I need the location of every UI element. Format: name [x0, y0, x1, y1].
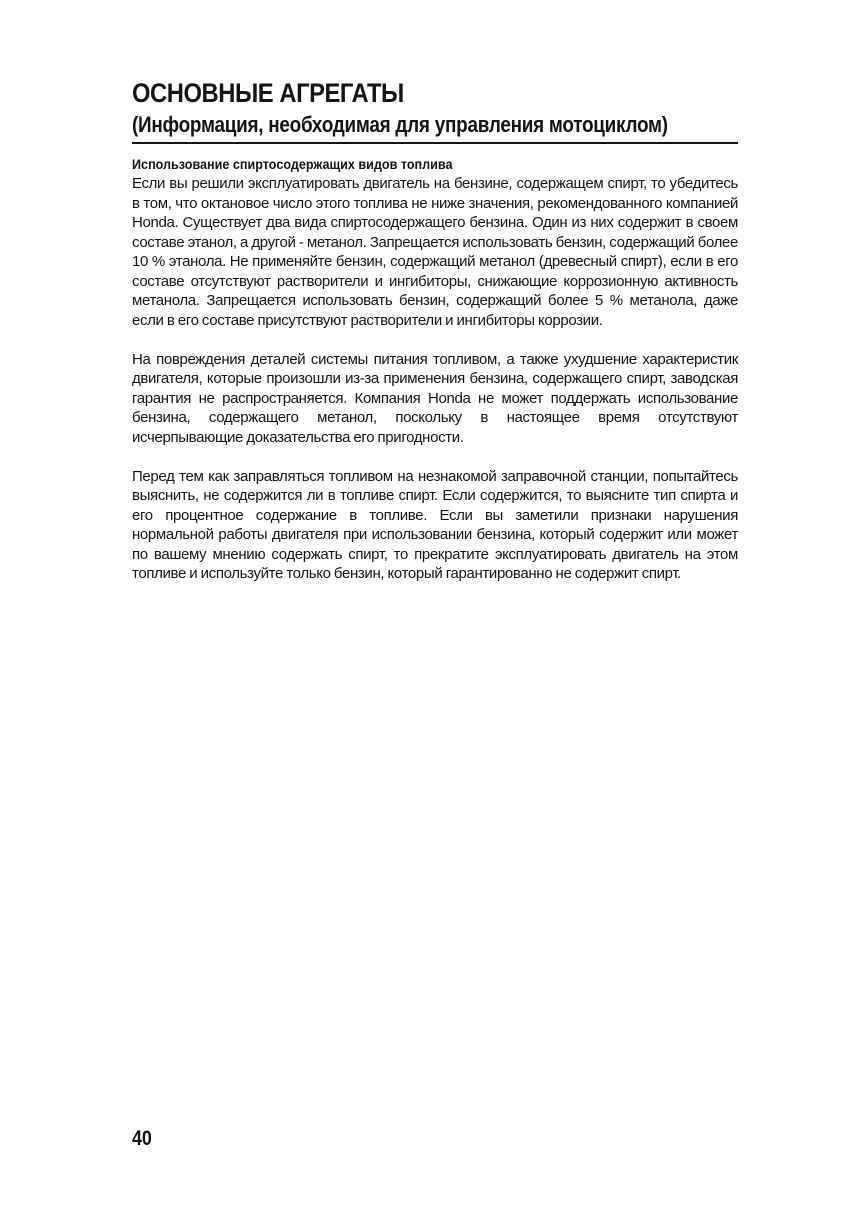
paragraph-unfamiliar-station: Перед тем как заправляться топливом на незнакомой заправочной станции, попытайтесь выяснить, не содержится ли в топливе спирт. Если содержится, то выясните тип спирта и его процентное содержание в топливе. Если вы заметили признаки нарушения нормальной работы двигателя при использовании бензина, который содержит или может по вашему мнению содержать спирт, то прекратите эксплуатировать двигатель на этом топливе и используйте только бензин, который гарантированно не содержит спирт.: [132, 467, 738, 582]
section-heading: Использование спиртосодержащих видов топлива: [132, 156, 453, 172]
paragraph-warranty: На повреждения деталей системы питания топливом, а также ухудшение характеристик двигателя, которые произошли из-за применения бензина, содержащего спирт, заводская гарантия не распространяется. Компания Honda не может поддержать использование бензина, содержащего метанол, поскольку в настоящее время отсутствуют исчерпывающие доказательства его пригодности.: [132, 350, 738, 446]
page-content: [132, 78, 738, 584]
paragraph-alcohol-fuel-usage: Если вы решили эксплуатировать двигатель на бензине, содержащем спирт, то убедитесь в том, что октановое число этого топлива не ниже значения, рекомендованного компанией Honda. Существует два вида спиртосодержащего бензина. Один из них содержит в своем составе этанол, а другой - метанол. Запрещается использовать бензин, содержащий более 10 % этанола. Не применяйте бензин, содержащий метанол (древесный спирт), если в его составе отсутствуют растворители и ингибиторы, снижающие коррозионную активность метанола. Запрещается использовать бензин, содержащий более 5 % метанола, даже если в его составе присутствуют растворители и ингибиторы коррозии.: [132, 175, 738, 329]
page-title: ОСНОВНЫЕ АГРЕГАТЫ: [132, 78, 404, 108]
title-divider: [132, 142, 738, 144]
page-number: 40: [132, 1127, 152, 1150]
page-subtitle: (Информация, необходимая для управления мотоциклом): [132, 112, 668, 137]
